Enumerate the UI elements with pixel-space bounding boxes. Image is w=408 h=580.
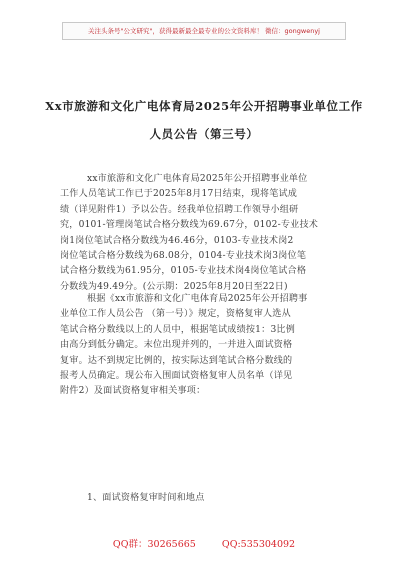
paragraph-line: 工作人员笔试工作已于2025年8月17日结束，现将笔试成 xyxy=(60,189,298,200)
paragraph-line: 究，0101-管理岗笔试合格分数线为69.67分，0102-专业技术 xyxy=(60,220,319,231)
footer-qq-group: QQ群：30265665 xyxy=(112,539,196,550)
paragraph-written-exam-results xyxy=(60,172,352,295)
paragraph-qualification-review xyxy=(60,292,352,400)
header-banner: 关注头条号"公文研究"，获得最新最全最专业的公文资料库！ 微信：gongwenyj xyxy=(62,22,346,40)
paragraph-line: 1、面试资格复审时间和地点 xyxy=(87,493,205,503)
paragraph-line: xx市旅游和文化广电体育局2025年公开招聘事业单位 xyxy=(87,174,308,184)
paragraph-line: 业单位工作人员公告 （第一号）》规定，资格复审人选从 xyxy=(60,309,291,320)
paragraph-line: 绩（详见附件1）予以公告。经我单位招聘工作领导小组研 xyxy=(60,204,299,215)
section-heading xyxy=(60,491,352,506)
paragraph-line: 报考人员确定。现公布入围面试资格复审人员名单（详见 xyxy=(60,371,293,382)
paragraph-line: 复审。达不到规定比例的，按实际达到笔试合格分数线的 xyxy=(60,355,293,366)
paragraph-line: 岗位笔试合格分数线为68.08分，0104-专业技术岗3岗位笔 xyxy=(60,251,307,262)
paragraph-line: 岗1岗位笔试合格分数线为46.46分，0103-专业技术岗2 xyxy=(60,235,294,246)
paragraph-line: 笔试合格分数线以上的人员中，根据笔试成绩按1：3比例 xyxy=(60,324,296,335)
paragraph-line: 试合格分数线为61.95分，0105-专业技术岗4岗位笔试合格 xyxy=(60,266,307,277)
page-footer xyxy=(0,536,408,550)
paragraph-line: 根据《xx市旅游和文化广电体育局2025年公开招聘事 xyxy=(87,294,308,304)
paragraph-line: 由高分到低分确定。末位出现并列的，一并进入面试资格 xyxy=(60,340,293,351)
paragraph-line: 附件2）及面试资格复审相关事项： xyxy=(60,386,206,397)
footer-qq-contact: QQ:535304092 xyxy=(221,539,296,550)
document-title-line-2: 人员公告（第三号） xyxy=(149,127,259,141)
document-title-line-1: Xx市旅游和文化广电体育局2025年公开招聘事业单位工作 xyxy=(45,99,363,113)
paragraph-line: 分数线为49.49分。(公示期：2025年8月20日至22日) xyxy=(60,281,288,292)
